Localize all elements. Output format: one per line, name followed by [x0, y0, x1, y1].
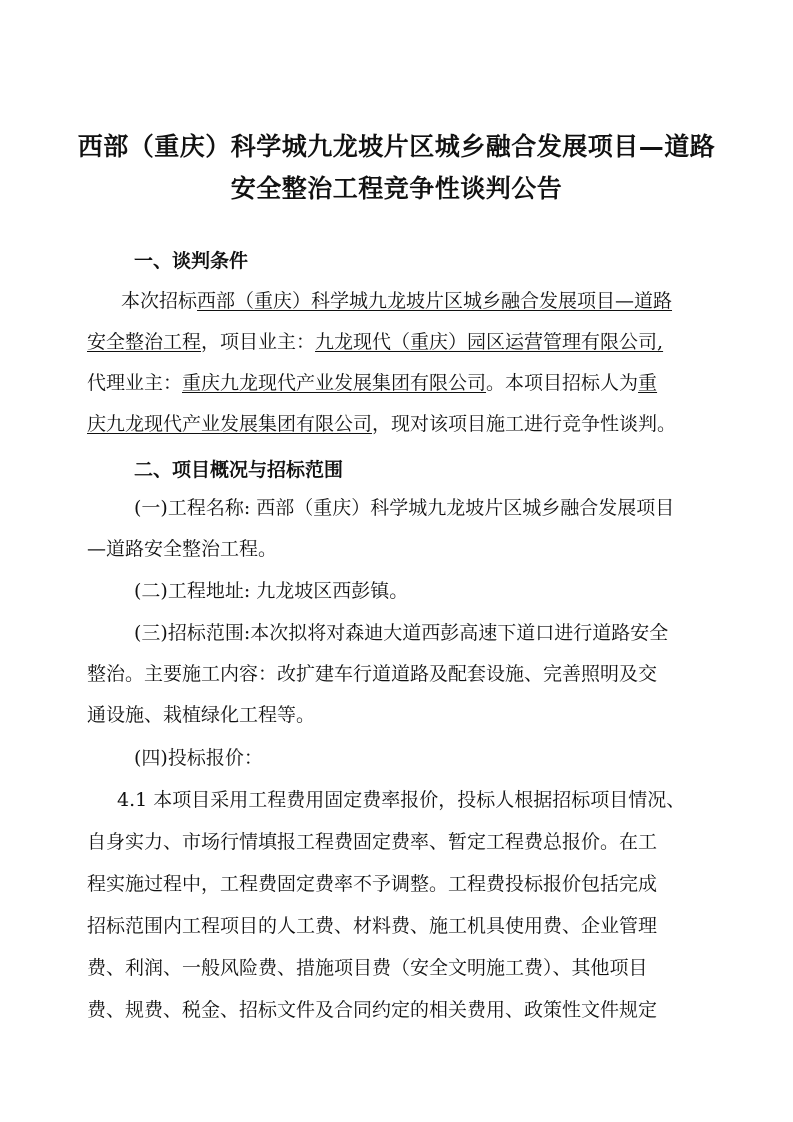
project-address: (二)工程地址: 九龙坡区西彭镇。 — [134, 580, 409, 602]
price-paragraph-line-1: 4.1 本项目采用工程费用固定费率报价，投标人根据招标项目情况、 — [117, 789, 686, 811]
scope-line-1: (三)招标范围:本次拟将对森迪大道西彭高速下道口进行道路安全 — [134, 622, 669, 644]
document-title-line-2: 安全整治工程竞争性谈判公告 — [230, 174, 563, 203]
price-heading: (四)投标报价： — [134, 747, 263, 769]
scope-line-3: 通设施、栽植绿化工程等。 — [87, 704, 316, 726]
price-paragraph-line-2: 自身实力、市场行情填报工程费固定费率、暂定工程费总报价。在工 — [87, 831, 658, 853]
section-1-heading: 一、谈判条件 — [134, 250, 249, 272]
paragraph-1-line-4 — [87, 413, 676, 436]
price-paragraph-line-6: 费、规费、税金、招标文件及合同约定的相关费用、政策性文件规定 — [87, 999, 658, 1021]
tenderer-underlined: 庆九龙现代产业发展集团有限公司 — [87, 413, 373, 435]
paragraph-1-line-2 — [87, 331, 663, 354]
section-2-heading: 二、项目概况与招标范围 — [134, 459, 344, 481]
project-name-underlined: 安全整治工程 — [87, 331, 202, 353]
document-title-line-1: 西部（重庆）科学城九龙坡片区城乡融合发展项目—道路 — [77, 132, 716, 161]
price-paragraph-line-5: 费、利润、一般风险费、措施项目费（安全文明施工费）、其他项目 — [87, 957, 648, 979]
text-segment: ，项目业主： — [201, 331, 316, 353]
text-segment: 代理业主： — [87, 372, 183, 394]
price-paragraph-line-3: 程实施过程中，工程费固定费率不予调整。工程费投标报价包括完成 — [87, 873, 658, 895]
project-name-underlined: 西部（重庆）科学城九龙坡片区城乡融合发展项目—道路 — [197, 290, 673, 312]
text-segment: ，现对该项目施工进行竞争性谈判。 — [372, 413, 677, 435]
scope-line-2: 整治。主要施工内容：改扩建车行道道路及配套设施、完善照明及交 — [87, 663, 658, 685]
project-owner-underlined: 九龙现代（重庆）园区运营管理有限公司, — [315, 331, 664, 353]
project-name-line-1: (一)工程名称: 西部（重庆）科学城九龙坡片区城乡融合发展项目 — [134, 497, 675, 519]
paragraph-1-line-3 — [87, 372, 657, 395]
price-paragraph-line-4: 招标范围内工程项目的人工费、材料费、施工机具使用费、企业管理 — [87, 915, 658, 937]
text-segment: 。本项目招标人为 — [486, 372, 639, 394]
text-segment: 本次招标 — [121, 290, 198, 312]
agent-underlined: 重庆九龙现代产业发展集团有限公司 — [182, 372, 487, 394]
project-name-line-2: —道路安全整治工程。 — [87, 538, 278, 560]
tenderer-underlined: 重 — [638, 372, 658, 394]
paragraph-1-line-1 — [121, 290, 672, 313]
